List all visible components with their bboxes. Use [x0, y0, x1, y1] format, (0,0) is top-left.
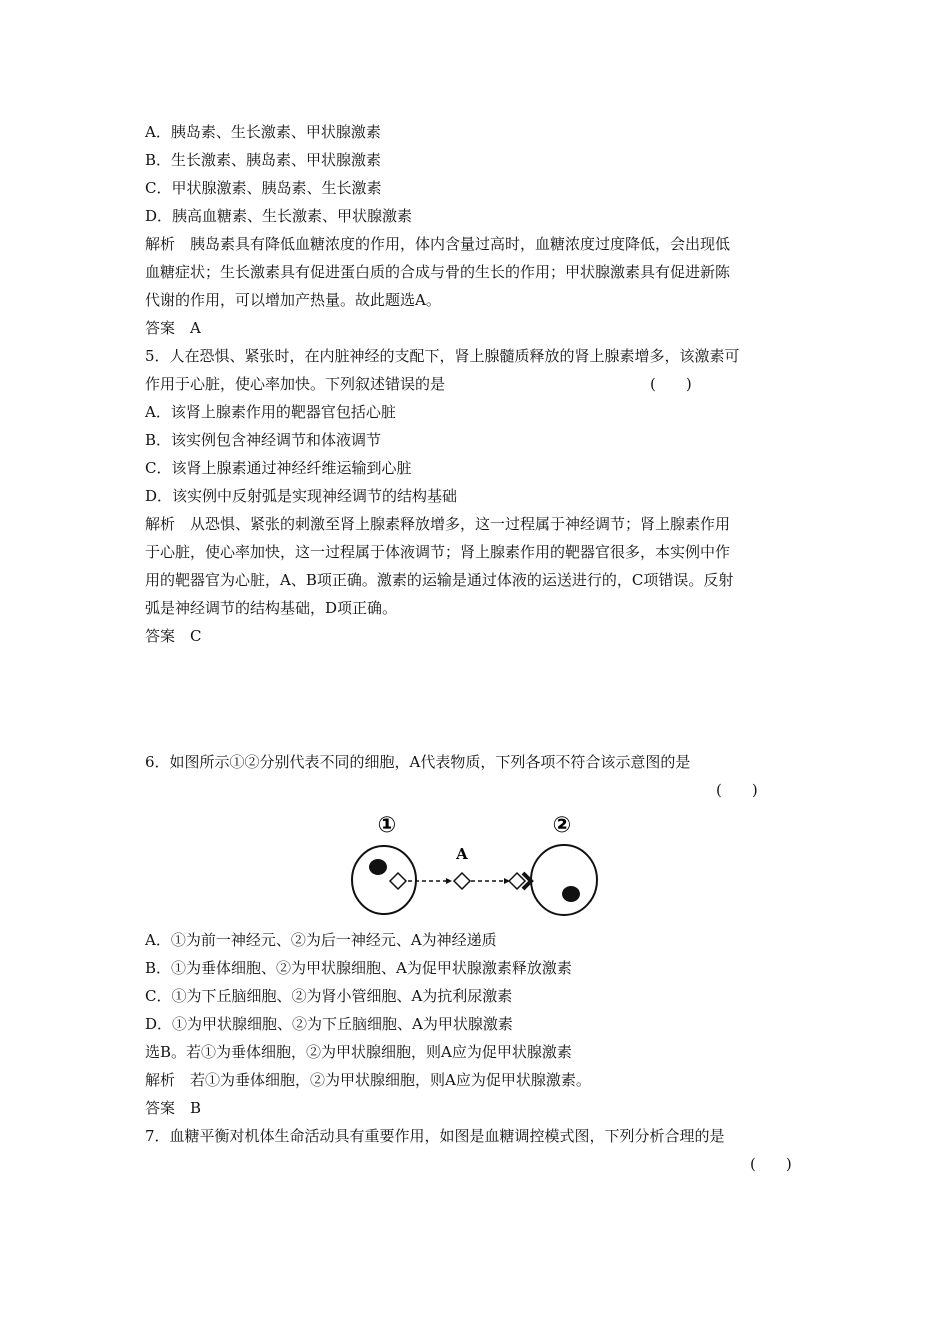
q5-option-a: A．该肾上腺素作用的靶器官包括心脏 — [145, 403, 396, 421]
q6-option-d: D．①为甲状腺细胞、②为下丘脑细胞、A为甲状腺激素 — [145, 1015, 513, 1033]
q5-option-b: B．该实例包含神经调节和体液调节 — [145, 431, 382, 449]
q7-stem: 7．血糖平衡对机体生命活动具有重要作用，如图是血糖调控模式图，下列分析合理的是 — [145, 1127, 725, 1145]
cell-1-nucleus — [369, 859, 387, 875]
q4-analysis-line: 解析 胰岛素具有降低血糖浓度的作用，体内含量过高时，血糖浓度过度降低，会出现低 — [145, 235, 731, 253]
q6-stem: 6．如图所示①②分别代表不同的细胞，A代表物质，下列各项不符合该示意图的是 — [145, 753, 691, 771]
q6-extra-note: 选B。若①为垂体细胞，②为甲状腺细胞，则A应为促甲状腺激素 — [145, 1043, 572, 1061]
q5-option-d: D．该实例中反射弧是实现神经调节的结构基础 — [145, 487, 458, 505]
substance-a-label: A — [456, 845, 468, 863]
cell-1-label: ① — [377, 813, 397, 838]
q6-option-c: C．①为下丘脑细胞、②为肾小管细胞、A为抗利尿激素 — [145, 987, 513, 1005]
q6-answer-blank: ( ) — [716, 781, 758, 799]
q5-answer: 答案 C — [145, 627, 202, 645]
q6-option-b: B．①为垂体细胞、②为甲状腺细胞、A为促甲状腺激素释放激素 — [145, 959, 572, 977]
q4-option-d: D．胰高血糖素、生长激素、甲状腺激素 — [145, 207, 413, 225]
q5-analysis-line: 弧是神经调节的结构基础，D项正确。 — [145, 599, 398, 617]
cell-2-label: ② — [552, 813, 572, 838]
q6-answer: 答案 B — [145, 1099, 202, 1117]
q5-answer-blank: ( ) — [650, 375, 692, 393]
cell-2-nucleus — [562, 886, 580, 902]
arrow-head — [446, 878, 452, 884]
vesicle-icon — [390, 873, 406, 889]
cell-1 — [352, 846, 416, 914]
q4-answer: 答案 A — [145, 319, 201, 337]
q5-analysis-line: 用的靶器官为心脏，A、B项正确。激素的运输是通过体液的运送进行的，C项错误。反射 — [145, 571, 734, 589]
q5-stem-line: 作用于心脏，使心率加快。下列叙述错误的是 — [145, 375, 446, 393]
q6-option-a: A．①为前一神经元、②为后一神经元、A为神经递质 — [145, 931, 497, 949]
q4-analysis-line: 血糖症状；生长激素具有促进蛋白质的合成与骨的生长的作用；甲状腺激素具有促进新陈 — [145, 263, 731, 281]
q5-analysis-line: 解析 从恐惧、紧张的刺激至肾上腺素释放增多，这一过程属于神经调节；肾上腺素作用 — [145, 515, 731, 533]
q5-stem-line: 5．人在恐惧、紧张时，在内脏神经的支配下，肾上腺髓质释放的肾上腺素增多，该激素可 — [145, 347, 740, 365]
cell-2 — [531, 845, 597, 915]
q5-analysis-line: 于心脏，使心率加快，这一过程属于体液调节；肾上腺素作用的靶器官很多，本实例中作 — [145, 543, 731, 561]
q5-option-c: C．该肾上腺素通过神经纤维运输到心脏 — [145, 459, 412, 477]
q4-option-c: C．甲状腺激素、胰岛素、生长激素 — [145, 179, 382, 197]
cell-signaling-diagram — [340, 808, 610, 920]
q4-option-b: B．生长激素、胰岛素、甲状腺激素 — [145, 151, 382, 169]
q7-answer-blank: ( ) — [750, 1155, 792, 1173]
q4-option-a: A．胰岛素、生长激素、甲状腺激素 — [145, 123, 381, 141]
q6-analysis: 解析 若①为垂体细胞，②为甲状腺细胞，则A应为促甲状腺激素。 — [145, 1071, 591, 1089]
q4-analysis-line: 代谢的作用，可以增加产热量。故此题选A。 — [145, 291, 441, 309]
substance-a-icon — [454, 873, 470, 889]
